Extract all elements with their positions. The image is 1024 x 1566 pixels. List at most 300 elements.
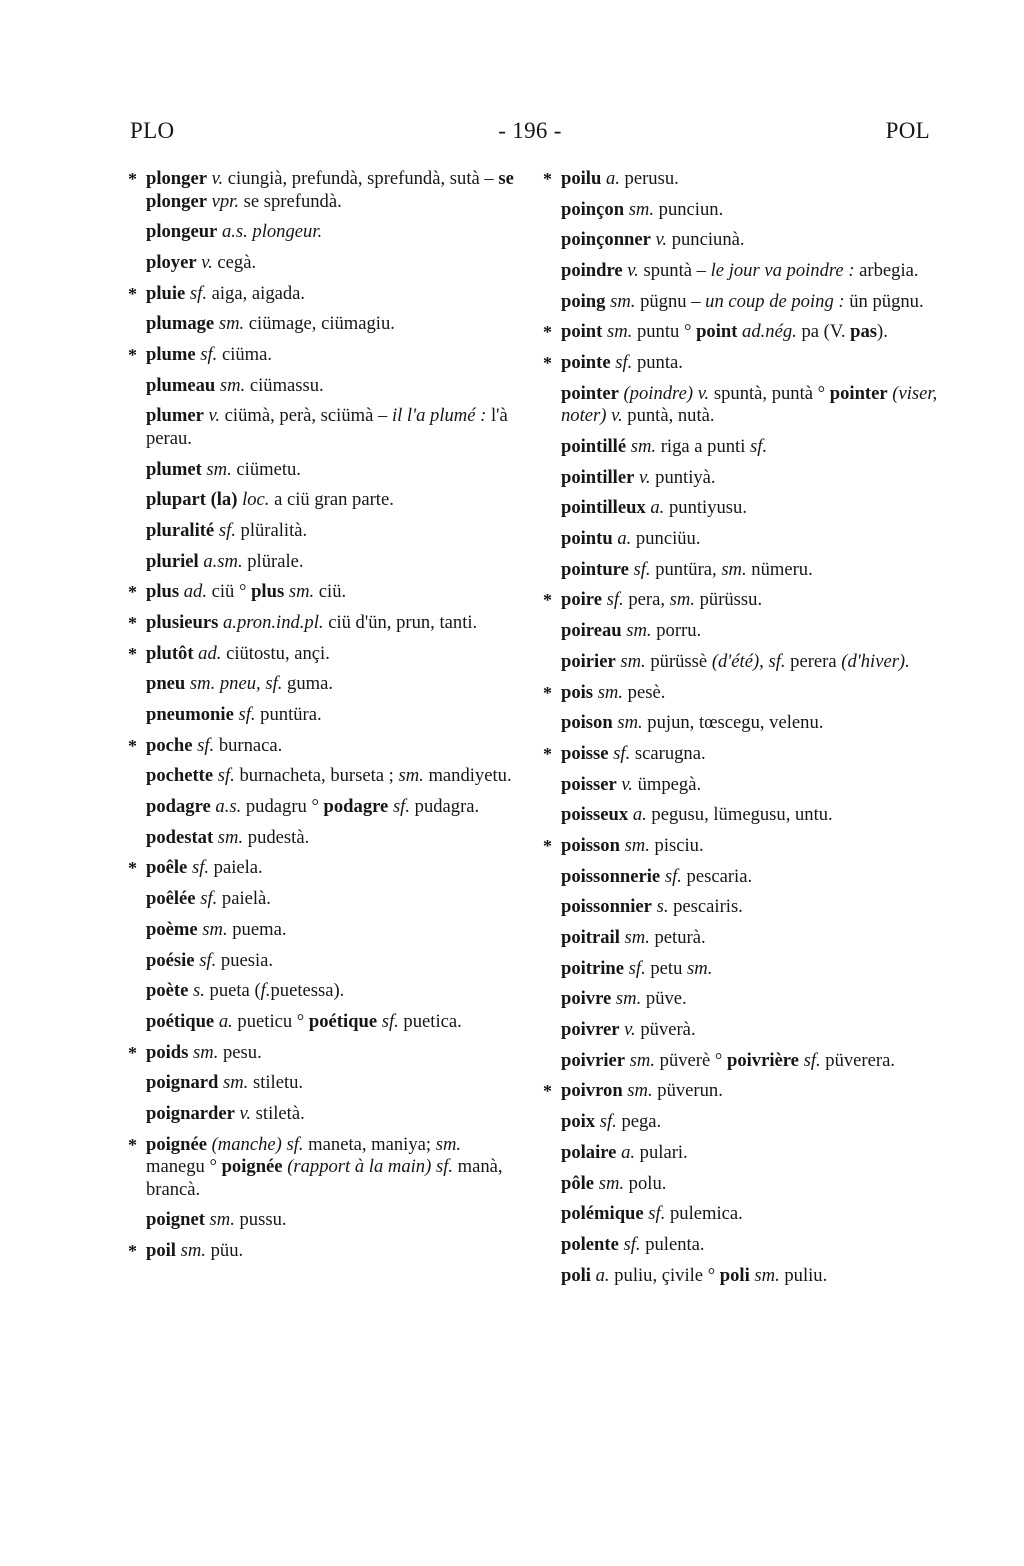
grammar-label: sf. bbox=[595, 1111, 617, 1133]
headword: pointer bbox=[829, 382, 888, 404]
translation-text: ciüma. bbox=[217, 343, 273, 365]
translation-text: pera, bbox=[623, 589, 670, 611]
grammar-label: a.s. bbox=[210, 796, 242, 818]
translation-text: punciunà. bbox=[667, 229, 745, 251]
grammar-label: sf. bbox=[435, 1156, 454, 1178]
translation-text: pürüssu. bbox=[694, 589, 763, 611]
translation-text: pulenta. bbox=[640, 1233, 705, 1255]
translation-text: pujun, tœscegu, velenu. bbox=[642, 712, 824, 734]
dictionary-entry bbox=[128, 735, 520, 758]
grammar-label: sm. bbox=[218, 1072, 249, 1094]
dictionary-entry bbox=[128, 283, 520, 306]
running-head-right: POL bbox=[885, 118, 930, 143]
dictionary-entry bbox=[543, 743, 938, 766]
dictionary-entry bbox=[543, 229, 938, 252]
grammar-label: sf. bbox=[388, 796, 410, 818]
translation-text: plürale. bbox=[242, 550, 304, 572]
dictionary-entry bbox=[128, 919, 520, 942]
headword: poirier bbox=[561, 650, 616, 672]
grammar-label: sm. bbox=[201, 458, 232, 480]
dictionary-entry bbox=[543, 559, 938, 582]
headword: plusieurs bbox=[146, 611, 219, 633]
grammar-label: sf. bbox=[286, 1133, 304, 1155]
translation-text: puntüra. bbox=[255, 704, 322, 725]
translation-text: püverera. bbox=[820, 1049, 895, 1071]
translation-text: ). bbox=[877, 321, 888, 343]
translation-text: puesia. bbox=[216, 949, 274, 971]
translation-text: püverè ° bbox=[655, 1049, 727, 1071]
headword: poème bbox=[146, 918, 198, 940]
headword: poissonnier bbox=[561, 896, 652, 918]
grammar-label: sm. bbox=[611, 988, 642, 1010]
grammar-label: sm. bbox=[669, 589, 695, 611]
grammar-label: v. bbox=[611, 405, 623, 427]
grammar-label: sm. bbox=[619, 927, 650, 948]
dictionary-entry bbox=[128, 168, 520, 213]
translation-text: punciüu. bbox=[631, 528, 701, 550]
dictionary-entry bbox=[128, 673, 520, 696]
example-phrase: (viser, noter) bbox=[561, 382, 938, 427]
dictionary-entry bbox=[543, 958, 938, 981]
dictionary-entry bbox=[128, 796, 520, 819]
dictionary-entry bbox=[128, 459, 520, 482]
translation-text: perera bbox=[785, 650, 842, 672]
headword: poche bbox=[146, 734, 193, 756]
headword: plumage bbox=[146, 313, 215, 335]
translation-text: spuntà – bbox=[638, 260, 711, 282]
dictionary-entry bbox=[128, 1103, 520, 1126]
grammar-label: a. bbox=[214, 1010, 233, 1032]
headword: poilu bbox=[561, 168, 602, 189]
grammar-label: v. bbox=[634, 466, 651, 488]
translation-text: punciun. bbox=[654, 198, 724, 220]
headword: plus bbox=[146, 581, 180, 603]
frequency-marker: * bbox=[128, 643, 137, 664]
headword: poignard bbox=[146, 1072, 219, 1094]
dictionary-entry bbox=[128, 1209, 520, 1232]
example-phrase: (manche) bbox=[206, 1133, 287, 1155]
translation-text: pueticu ° bbox=[232, 1010, 309, 1032]
dictionary-entry bbox=[543, 620, 938, 643]
translation-text: polu. bbox=[624, 1172, 667, 1194]
grammar-label: sm. bbox=[721, 558, 747, 580]
grammar-label: sm. pneu, sf. bbox=[185, 673, 283, 695]
headword: podagre bbox=[146, 796, 211, 818]
example-phrase: (d'hiver). bbox=[841, 650, 910, 672]
translation-text: ciümassu. bbox=[245, 374, 324, 396]
translation-text: punta. bbox=[632, 352, 683, 374]
dictionary-entry bbox=[128, 643, 520, 666]
dictionary-entry bbox=[128, 1072, 520, 1095]
translation-text: guma. bbox=[282, 673, 333, 695]
dictionary-entry bbox=[128, 765, 520, 788]
headword: pointillé bbox=[561, 436, 627, 457]
headword: poix bbox=[561, 1111, 596, 1133]
translation-text: riga a punti bbox=[656, 436, 751, 457]
frequency-marker: * bbox=[128, 283, 137, 304]
headword: pôle bbox=[561, 1172, 595, 1194]
headword: poisson bbox=[561, 834, 620, 856]
translation-text: spuntà, puntà ° bbox=[709, 382, 830, 404]
headword: pas bbox=[850, 321, 878, 343]
dictionary-entry bbox=[543, 199, 938, 222]
frequency-marker: * bbox=[543, 682, 552, 703]
headword: poireau bbox=[561, 620, 622, 642]
headword: plonger bbox=[146, 168, 207, 189]
frequency-marker: * bbox=[543, 1081, 552, 1102]
headword: point bbox=[561, 321, 603, 343]
headword: poivre bbox=[561, 988, 612, 1010]
translation-text: pulari. bbox=[635, 1141, 688, 1163]
translation-text: puetessa). bbox=[270, 980, 345, 1002]
headword: poids bbox=[146, 1041, 189, 1063]
frequency-marker: * bbox=[543, 743, 552, 764]
grammar-label: a.sm. bbox=[198, 550, 243, 572]
dictionary-entry bbox=[543, 497, 938, 520]
grammar-label: a.pron.ind.pl. bbox=[218, 611, 324, 633]
dictionary-entry bbox=[543, 988, 938, 1011]
example-phrase: (poindre) bbox=[618, 382, 698, 404]
dictionary-entry bbox=[543, 589, 938, 612]
headword: polémique bbox=[561, 1203, 644, 1225]
grammar-label: sf. bbox=[624, 957, 646, 979]
grammar-label: sf. bbox=[628, 558, 651, 580]
translation-text: ciü ° bbox=[206, 581, 252, 603]
headword: poil bbox=[146, 1240, 176, 1261]
dictionary-entry bbox=[543, 1019, 938, 1042]
grammar-label: sm. bbox=[204, 1209, 235, 1231]
translation-text: ciü d'ün, prun, tanti. bbox=[323, 611, 478, 633]
grammar-label: sm. bbox=[619, 834, 650, 856]
grammar-label: v. bbox=[616, 773, 633, 795]
translation-text: pulemica. bbox=[665, 1203, 743, 1225]
translation-text: maneta, maniya; bbox=[303, 1133, 436, 1155]
dictionary-entry bbox=[543, 927, 938, 950]
frequency-marker: * bbox=[128, 612, 137, 633]
translation-text: paielà. bbox=[217, 888, 271, 910]
example-phrase: (rapport à la main) bbox=[282, 1156, 436, 1178]
grammar-label: ad.nég. bbox=[737, 321, 797, 343]
dictionary-entry bbox=[543, 896, 938, 919]
headword: poli bbox=[561, 1264, 591, 1286]
translation-text: pescaria. bbox=[681, 865, 753, 887]
grammar-label: a. bbox=[616, 1141, 636, 1163]
grammar-label: sm. bbox=[284, 581, 315, 603]
translation-text: pisciu. bbox=[649, 834, 704, 856]
translation-text: manà, brancà. bbox=[146, 1156, 503, 1200]
dictionary-entry bbox=[128, 489, 520, 512]
headword: pointer bbox=[561, 382, 619, 404]
dictionary-entry bbox=[543, 1111, 938, 1134]
headword: plus bbox=[251, 581, 285, 603]
headword: poli bbox=[719, 1264, 750, 1286]
headword: pointilleux bbox=[561, 497, 646, 519]
headword: pointiller bbox=[561, 466, 635, 488]
headword: polaire bbox=[561, 1141, 617, 1163]
headword: poivrière bbox=[726, 1049, 799, 1071]
headword: point bbox=[696, 321, 738, 343]
example-phrase: le jour va poindre : bbox=[710, 260, 855, 282]
translation-text: ciümetu. bbox=[231, 458, 301, 480]
running-head-left: PLO bbox=[130, 118, 175, 143]
translation-text: scarugna. bbox=[630, 742, 706, 764]
grammar-label: sf. bbox=[195, 888, 218, 910]
translation-text: pescairis. bbox=[668, 896, 743, 918]
dictionary-entry bbox=[543, 1203, 938, 1226]
dictionary-entry bbox=[128, 581, 520, 604]
dictionary-entry bbox=[128, 252, 520, 275]
translation-text: petu bbox=[645, 957, 688, 979]
headword: pointe bbox=[561, 352, 611, 374]
translation-text: puetica. bbox=[398, 1010, 462, 1032]
headword: poésie bbox=[146, 949, 195, 971]
frequency-marker: * bbox=[128, 344, 137, 365]
dictionary-entry bbox=[128, 612, 520, 635]
dictionary-entry bbox=[543, 1173, 938, 1196]
frequency-marker: * bbox=[543, 322, 552, 343]
translation-text: perusu. bbox=[619, 168, 679, 189]
headword: plongeur bbox=[146, 221, 218, 243]
grammar-label: sf. bbox=[610, 352, 633, 374]
frequency-marker: * bbox=[543, 835, 552, 856]
grammar-label: sm. bbox=[612, 712, 643, 734]
headword: poétique bbox=[146, 1010, 215, 1032]
headword: polente bbox=[561, 1233, 619, 1255]
grammar-label: sm. bbox=[624, 198, 655, 220]
translation-text: püverun. bbox=[652, 1080, 723, 1102]
headword: pneu bbox=[146, 673, 186, 695]
dictionary-entry bbox=[543, 712, 938, 735]
headword: poêlée bbox=[146, 888, 196, 910]
grammar-label: vpr. bbox=[206, 190, 239, 212]
dictionary-entry bbox=[543, 467, 938, 490]
grammar-label: sm. bbox=[398, 765, 424, 787]
dictionary-entry bbox=[128, 221, 520, 244]
translation-text: püve. bbox=[641, 988, 687, 1010]
grammar-label: sm. bbox=[615, 650, 646, 672]
grammar-label: sm. bbox=[435, 1133, 462, 1155]
translation-text: puntiyà. bbox=[650, 466, 716, 488]
dictionary-entry bbox=[543, 804, 938, 827]
translation-text: püu. bbox=[205, 1240, 244, 1261]
headword: podestat bbox=[146, 826, 214, 848]
grammar-label: sf. bbox=[213, 765, 235, 787]
grammar-label: sf. bbox=[660, 865, 682, 887]
headword: plupart (la) bbox=[146, 489, 238, 511]
translation-text: a ciü gran parte. bbox=[269, 489, 394, 511]
grammar-label: v. bbox=[206, 168, 224, 189]
headword: pointu bbox=[561, 528, 613, 550]
translation-text: pega. bbox=[616, 1111, 662, 1133]
headword: ployer bbox=[146, 251, 197, 273]
left-column bbox=[128, 168, 520, 1271]
grammar-label: f. bbox=[260, 980, 271, 1002]
frequency-marker: * bbox=[128, 582, 137, 603]
grammar-label: sf. bbox=[233, 704, 256, 725]
grammar-label: ad. bbox=[193, 642, 222, 664]
grammar-label: sf. bbox=[194, 949, 217, 971]
translation-text: ciütostu, ançi. bbox=[221, 642, 330, 664]
translation-text: l'à perau. bbox=[146, 405, 508, 449]
grammar-label: v. bbox=[697, 382, 710, 404]
dictionary-entry bbox=[543, 321, 938, 344]
dictionary-entry bbox=[128, 980, 520, 1003]
grammar-label: s. bbox=[188, 980, 205, 1002]
translation-text: puliu. bbox=[779, 1264, 828, 1286]
dictionary-entry bbox=[543, 1050, 938, 1073]
dictionary-entry bbox=[543, 291, 938, 314]
headword: poète bbox=[146, 980, 189, 1002]
grammar-label: sf. bbox=[618, 1233, 641, 1255]
grammar-label: sm. bbox=[175, 1240, 206, 1261]
headword: plutôt bbox=[146, 642, 194, 664]
translation-text: pussu. bbox=[234, 1209, 287, 1231]
headword: poignée bbox=[221, 1156, 283, 1178]
headword: pluralité bbox=[146, 519, 215, 541]
dictionary-entry bbox=[543, 835, 938, 858]
translation-text: pesè. bbox=[623, 681, 666, 703]
translation-text: puntu ° bbox=[632, 321, 697, 343]
translation-text: peturà. bbox=[649, 927, 706, 948]
translation-text: burnaca. bbox=[214, 734, 283, 756]
dictionary-entry bbox=[543, 260, 938, 283]
dictionary-entry bbox=[128, 375, 520, 398]
translation-text: pudestà. bbox=[243, 826, 310, 848]
dictionary-entry bbox=[543, 651, 938, 674]
dictionary-entry bbox=[128, 704, 520, 727]
grammar-label: sm. bbox=[215, 374, 246, 396]
headword: poindre bbox=[561, 260, 623, 282]
dictionary-entry bbox=[128, 1042, 520, 1065]
dictionary-entry bbox=[128, 520, 520, 543]
dictionary-entry bbox=[128, 405, 520, 450]
translation-text: pueta ( bbox=[204, 980, 261, 1002]
headword: pneumonie bbox=[146, 704, 234, 725]
headword: pluriel bbox=[146, 550, 199, 572]
right-column bbox=[543, 168, 938, 1295]
translation-text: paiela. bbox=[209, 857, 263, 879]
grammar-label: sm. bbox=[197, 918, 228, 940]
grammar-label: sm. bbox=[214, 313, 245, 335]
grammar-label: sf. bbox=[377, 1010, 399, 1032]
dictionary-entry bbox=[543, 1265, 938, 1288]
headword: poignarder bbox=[146, 1102, 235, 1124]
headword: poisser bbox=[561, 773, 617, 795]
translation-text: püverà. bbox=[635, 1019, 696, 1041]
headword: poisse bbox=[561, 742, 609, 764]
grammar-label: sm. bbox=[593, 681, 624, 703]
grammar-label: sm. bbox=[625, 1049, 655, 1071]
grammar-label: sf. bbox=[187, 857, 210, 879]
page-number: - 196 - bbox=[498, 118, 562, 143]
translation-text: pa (V. bbox=[796, 321, 851, 343]
grammar-label: a. bbox=[601, 168, 620, 189]
translation-text: burnacheta, burseta ; bbox=[234, 765, 399, 787]
headword: poing bbox=[561, 290, 606, 312]
dictionary-entry bbox=[128, 950, 520, 973]
grammar-label: v. bbox=[650, 229, 668, 251]
headword: plumer bbox=[146, 405, 204, 427]
grammar-label: v. bbox=[203, 405, 221, 427]
frequency-marker: * bbox=[543, 590, 552, 611]
frequency-marker: * bbox=[128, 169, 137, 189]
headword: poignet bbox=[146, 1209, 205, 1231]
example-phrase: un coup de poing : bbox=[705, 290, 845, 312]
grammar-label: v. bbox=[622, 260, 639, 282]
translation-text: puntüra, bbox=[650, 558, 722, 580]
translation-text: pegusu, lümegusu, untu. bbox=[646, 804, 833, 826]
translation-text: ciümage, ciümagiu. bbox=[244, 313, 395, 335]
translation-text: mandiyetu. bbox=[423, 765, 512, 787]
translation-text: ciungià, prefundà, sprefundà, sutà – bbox=[223, 168, 499, 189]
grammar-label: sm. bbox=[213, 826, 244, 848]
grammar-label: sf. bbox=[185, 282, 207, 304]
example-phrase: (d'été), bbox=[711, 650, 769, 672]
dictionary-entry bbox=[128, 551, 520, 574]
frequency-marker: * bbox=[128, 1134, 137, 1155]
grammar-label: sm. bbox=[749, 1264, 780, 1286]
translation-text: puntiyusu. bbox=[664, 497, 747, 519]
dictionary-entry bbox=[543, 1142, 938, 1165]
grammar-label: sf. bbox=[195, 343, 218, 365]
dictionary-entry bbox=[543, 528, 938, 551]
grammar-label: sf. bbox=[608, 742, 631, 764]
running-head bbox=[130, 118, 930, 148]
headword: pochette bbox=[146, 765, 214, 787]
headword: poêle bbox=[146, 857, 188, 879]
headword: poire bbox=[561, 589, 602, 611]
dictionary-entry bbox=[543, 383, 938, 428]
grammar-label: sf. bbox=[192, 734, 215, 756]
headword: pluie bbox=[146, 282, 186, 304]
grammar-label: a. bbox=[612, 528, 632, 550]
grammar-label: a. bbox=[628, 804, 647, 826]
grammar-label: sf. bbox=[768, 650, 786, 672]
frequency-marker: * bbox=[128, 1042, 137, 1063]
headword: plumeau bbox=[146, 374, 216, 396]
translation-text: cegà. bbox=[212, 251, 257, 273]
grammar-label: sf. bbox=[601, 589, 624, 611]
grammar-label: sm. bbox=[621, 620, 652, 642]
grammar-label: sm. bbox=[594, 1172, 625, 1194]
frequency-marker: * bbox=[128, 1241, 137, 1261]
headword: poivron bbox=[561, 1080, 623, 1102]
headword: plumet bbox=[146, 458, 202, 480]
example-phrase: il l'a plumé : bbox=[391, 405, 487, 427]
headword: poignée bbox=[146, 1133, 207, 1155]
translation-text: aiga, aigada. bbox=[206, 282, 306, 304]
headword: plume bbox=[146, 343, 196, 365]
dictionary-entry bbox=[128, 888, 520, 911]
grammar-label: sm. bbox=[687, 957, 713, 979]
headword: poétique bbox=[308, 1010, 378, 1032]
translation-text: pudagru ° bbox=[241, 796, 324, 818]
grammar-label: v. bbox=[234, 1102, 252, 1124]
grammar-label: a.s. plongeur. bbox=[217, 221, 323, 243]
translation-text: plüralità. bbox=[235, 519, 308, 541]
frequency-marker: * bbox=[128, 858, 137, 879]
headword: poivrier bbox=[561, 1049, 626, 1071]
translation-text: se sprefundà. bbox=[238, 190, 342, 212]
headword: pointure bbox=[561, 558, 629, 580]
grammar-label: sm. bbox=[188, 1041, 219, 1063]
dictionary-entry bbox=[128, 827, 520, 850]
translation-text: stiletà. bbox=[251, 1102, 305, 1124]
grammar-label: sf. bbox=[798, 1049, 821, 1071]
translation-text: ün pügnu. bbox=[844, 290, 924, 312]
translation-text: porru. bbox=[651, 620, 702, 642]
translation-text: pudagra. bbox=[410, 796, 480, 818]
